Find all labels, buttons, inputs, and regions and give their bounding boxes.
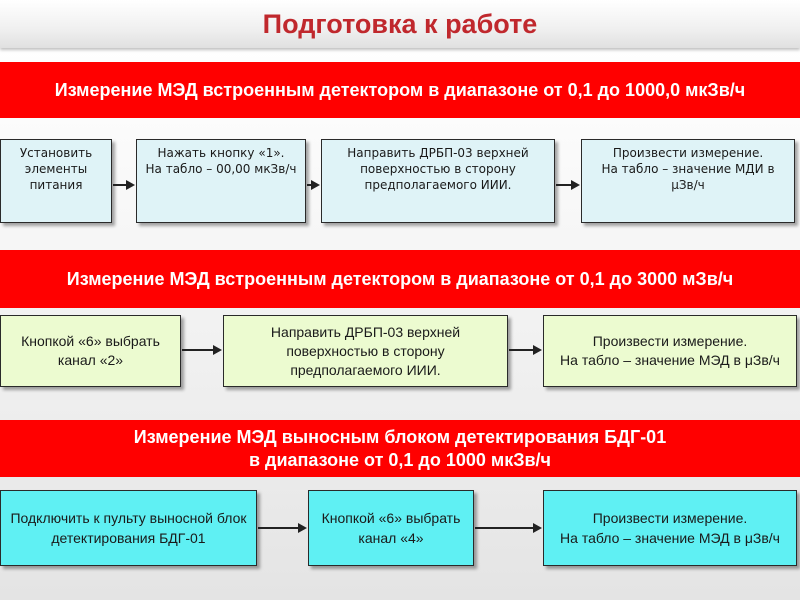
step-select-channel-2: Кнопкой «6» выбрать канал «2» xyxy=(0,315,181,387)
step-direct-device: Направить ДРБП-03 верхней поверхностью в сторону предполагаемого ИИИ. xyxy=(321,139,555,223)
section-header: Измерение МЭД встроенным детектором в диапазоне от 0,1 до 1000,0 мкЗв/ч xyxy=(0,62,800,118)
step-direct-device: Направить ДРБП-03 верхней поверхностью в сторону предполагаемого ИИИ. xyxy=(223,315,508,387)
section-header: Измерение МЭД встроенным детектором в диапазоне от 0,1 до 3000 мЗв/ч xyxy=(0,250,800,308)
arrow-right-icon xyxy=(182,343,222,357)
step-connect-detector: Подключить к пульту выносной блок детектирования БДГ-01 xyxy=(0,490,257,566)
step-measure: Произвести измерение. На табло – значение МЭД в μЗв/ч xyxy=(543,315,797,387)
arrow-right-icon xyxy=(475,521,542,535)
step-select-channel-4: Кнопкой «6» выбрать канал «4» xyxy=(308,490,474,566)
arrow-right-icon xyxy=(307,178,320,192)
step-press-button-1: Нажать кнопку «1». На табло – 00,00 мкЗв/ч xyxy=(136,139,306,223)
arrow-right-icon xyxy=(556,178,580,192)
arrow-right-icon xyxy=(113,178,135,192)
step-install-batteries: Установить элементы питания xyxy=(0,139,112,223)
page-title: Подготовка к работе xyxy=(0,0,800,48)
arrow-right-icon xyxy=(258,521,307,535)
arrow-right-icon xyxy=(509,343,542,357)
step-measure: Произвести измерение. На табло – значение МДИ в μЗв/ч xyxy=(581,139,795,223)
step-measure: Произвести измерение. На табло – значение МЭД в μЗв/ч xyxy=(543,490,797,566)
section-header: Измерение МЭД выносным блоком детектирования БДГ-01 в диапазоне от 0,1 до 1000 мкЗв/ч xyxy=(0,420,800,477)
